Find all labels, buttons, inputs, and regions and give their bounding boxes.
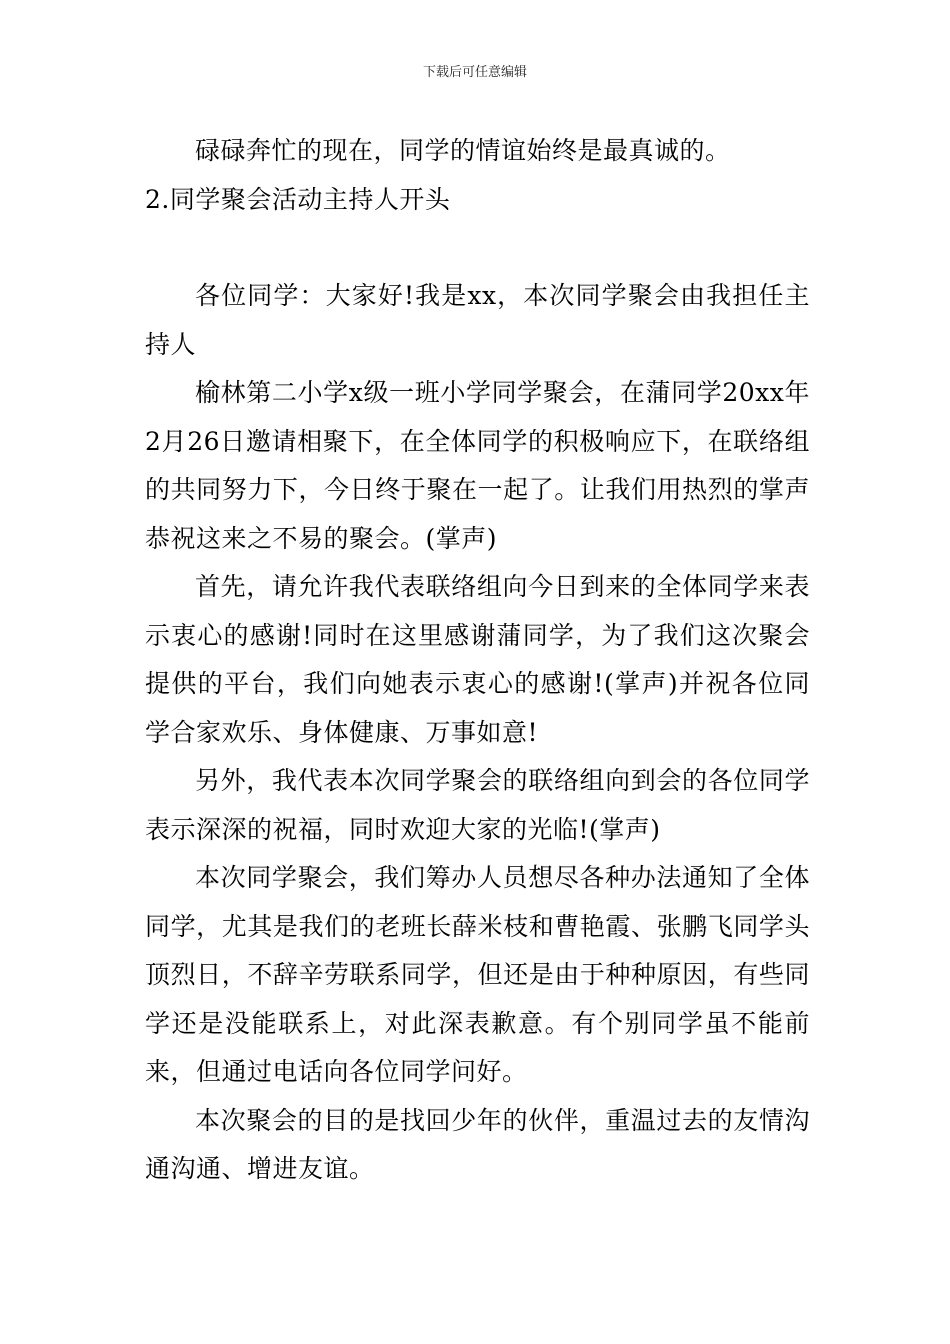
paragraph-organizers: 本次同学聚会，我们筹办人员想尽各种办法通知了全体同学，尤其是我们的老班长薛米枝和曹艳霞、张鹏飞同学头顶烈日，不辞辛劳联系同学，但还是由于种种原因，有些同学还是没能联系上，对此深表歉意。有个别同学虽不能前来，但通过电话向各位同学问好。 (145, 863, 810, 1086)
section-heading: 2.同学聚会活动主持人开头 (145, 184, 451, 214)
paragraph-welcome: 另外，我代表本次同学聚会的联络组向到会的各位同学表示深深的祝福，同时欢迎大家的光临!(掌声) (145, 766, 810, 844)
paragraph-1: 碌碌奔忙的现在，同学的情谊始终是最真诚的。 (195, 136, 731, 165)
paragraph-intro: 榆林第二小学x级一班小学同学聚会，在蒲同学20xx年2月26日邀请相聚下，在全体同学的积极响应下，在联络组的共同努力下，今日终于聚在一起了。让我们用热烈的掌声恭祝这来之不易的聚会。(掌声) (145, 378, 810, 553)
paragraph-greeting: 各位同学：大家好!我是xx，本次同学聚会由我担任主持人 (145, 281, 810, 359)
paragraph-purpose: 本次聚会的目的是找回少年的伙伴，重温过去的友情沟通沟通、增进友谊。 (145, 1105, 810, 1183)
blank-line (145, 224, 810, 272)
page-header: 下载后可任意编辑 (422, 65, 527, 80)
paragraph-thanks: 首先，请允许我代表联络组向今日到来的全体同学来表示衷心的感谢!同时在这里感谢蒲同学，为了我们这次聚会提供的平台，我们向她表示衷心的感谢!(掌声)并祝各位同学合家欢乐、身体健康、万事如意! (145, 572, 810, 747)
document-body (145, 127, 810, 1194)
